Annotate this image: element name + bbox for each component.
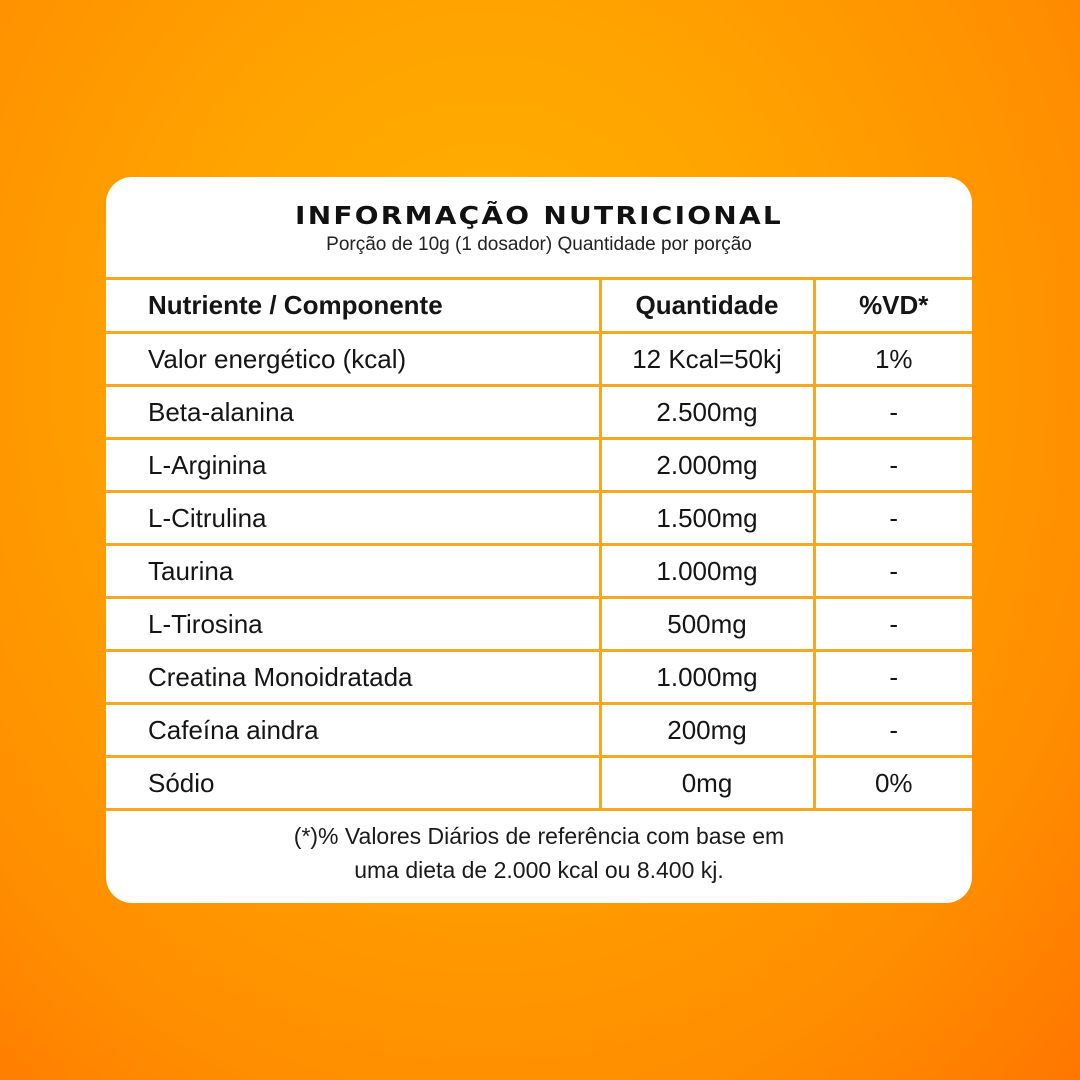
table-row (106, 757, 972, 810)
nutrient-vd: 1% (814, 333, 972, 386)
nutrient-name: Taurina (106, 545, 600, 598)
nutrient-vd: - (814, 386, 972, 439)
column-header-nutrient: Nutriente / Componente (106, 280, 600, 333)
nutrient-name: Valor energético (kcal) (106, 333, 600, 386)
table-row (106, 439, 972, 492)
nutrient-name: L-Tirosina (106, 598, 600, 651)
nutrition-header (106, 177, 972, 280)
page-title: INFORMAÇÃO NUTRICIONAL (295, 201, 783, 230)
nutrient-vd: - (814, 545, 972, 598)
nutrient-amount: 200mg (600, 704, 814, 757)
footnote-line: (*)% Valores Diários de referência com base em (293, 823, 785, 849)
nutrient-name: Cafeína aindra (106, 704, 600, 757)
column-header-vd: %VD* (814, 280, 972, 333)
nutrient-amount: 500mg (600, 598, 814, 651)
nutrient-name: Creatina Monoidratada (106, 651, 600, 704)
serving-subtitle: Porção de 10g (1 dosador) Quantidade por porção (326, 234, 752, 255)
nutrition-table (106, 280, 972, 811)
nutrient-amount: 2.000mg (600, 439, 814, 492)
nutrient-amount: 0mg (600, 757, 814, 810)
nutrient-vd: - (814, 651, 972, 704)
table-row (106, 545, 972, 598)
footnote (106, 811, 972, 887)
footnote-line: uma dieta de 2.000 kcal ou 8.400 kj. (354, 857, 724, 883)
table-row (106, 704, 972, 757)
nutrient-vd: - (814, 704, 972, 757)
table-row (106, 651, 972, 704)
nutrient-name: L-Citrulina (106, 492, 600, 545)
nutrient-name: Beta-alanina (106, 386, 600, 439)
nutrient-vd: 0% (814, 757, 972, 810)
nutrient-amount: 1.000mg (600, 651, 814, 704)
table-row (106, 386, 972, 439)
nutrient-amount: 1.500mg (600, 492, 814, 545)
table-header-row (106, 280, 972, 333)
nutrition-card (106, 177, 972, 903)
nutrient-amount: 2.500mg (600, 386, 814, 439)
nutrient-name: Sódio (106, 757, 600, 810)
table-row (106, 598, 972, 651)
nutrient-amount: 1.000mg (600, 545, 814, 598)
nutrient-amount: 12 Kcal=50kj (600, 333, 814, 386)
table-row (106, 492, 972, 545)
nutrient-vd: - (814, 598, 972, 651)
nutrient-vd: - (814, 492, 972, 545)
column-header-amount: Quantidade (600, 280, 814, 333)
table-row (106, 333, 972, 386)
nutrient-vd: - (814, 439, 972, 492)
nutrient-name: L-Arginina (106, 439, 600, 492)
